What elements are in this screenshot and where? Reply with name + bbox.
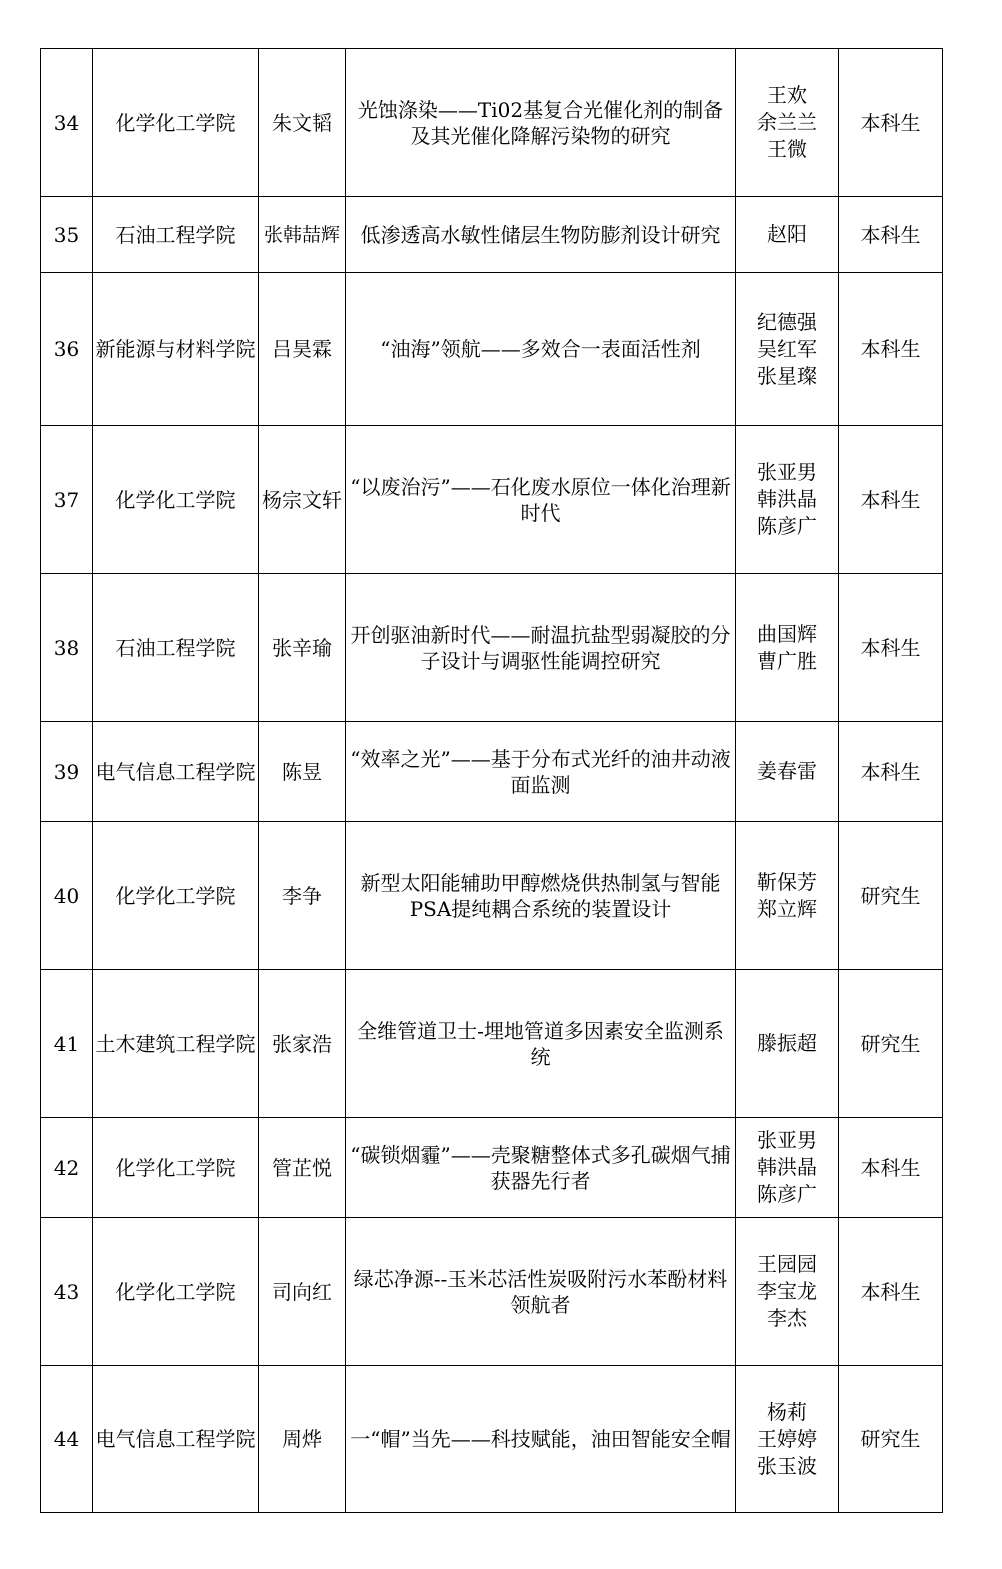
row-number: 35: [41, 197, 93, 273]
table-row: [41, 574, 943, 722]
advisor-name: 韩洪晶: [757, 487, 817, 511]
project-title-cell: “油海”领航——多效合一表面活性剂: [346, 273, 736, 426]
advisor-name: 杨莉: [767, 1399, 807, 1424]
advisor-name: 赵阳: [767, 222, 807, 246]
advisor-name: 王微: [767, 137, 807, 161]
table-row: [41, 49, 943, 197]
college-cell: 化学化工学院: [93, 426, 259, 574]
row-number: 40: [41, 822, 93, 970]
advisor-cell: [736, 574, 839, 722]
college-cell: 石油工程学院: [93, 574, 259, 722]
advisor-cell: [736, 1118, 839, 1218]
advisor-name: 陈彦广: [757, 1182, 817, 1206]
advisor-name: 张亚男: [757, 460, 817, 484]
advisor-name: 王婷婷: [757, 1426, 817, 1451]
level-cell: 研究生: [839, 822, 943, 970]
college-cell: 新能源与材料学院: [93, 273, 259, 426]
college-cell: 化学化工学院: [93, 1118, 259, 1218]
student-name-cell: 张家浩: [259, 970, 346, 1118]
row-number: 39: [41, 722, 93, 822]
table-row: [41, 722, 943, 822]
advisor-cell: [736, 1366, 839, 1513]
advisor-name: 滕振超: [757, 1031, 817, 1055]
advisor-name: 曹广胜: [757, 648, 817, 673]
advisor-cell: [736, 197, 839, 273]
row-number: 37: [41, 426, 93, 574]
advisor-name: 曲国辉: [757, 621, 817, 646]
student-name-cell: 朱文韬: [259, 49, 346, 197]
table-row: [41, 273, 943, 426]
project-title-cell: 一“帽”当先——科技赋能，油田智能安全帽: [346, 1366, 736, 1513]
project-table: [40, 48, 943, 1513]
student-name-cell: 吕昊霖: [259, 273, 346, 426]
advisor-cell: [736, 970, 839, 1118]
advisor-name: 王园园: [757, 1252, 817, 1276]
student-name-cell: 陈昱: [259, 722, 346, 822]
advisor-name: 吴红军: [757, 336, 817, 361]
level-cell: 本科生: [839, 197, 943, 273]
student-name-cell: 张辛瑜: [259, 574, 346, 722]
student-name-cell: 周烨: [259, 1366, 346, 1513]
level-cell: 本科生: [839, 49, 943, 197]
advisor-name: 李宝龙: [757, 1279, 817, 1303]
table-row: [41, 197, 943, 273]
advisor-name: 姜春雷: [757, 759, 817, 783]
advisor-name: 靳保芳: [757, 869, 817, 894]
college-cell: 土木建筑工程学院: [93, 970, 259, 1118]
row-number: 43: [41, 1218, 93, 1366]
advisor-name: 韩洪晶: [757, 1155, 817, 1179]
level-cell: 本科生: [839, 1218, 943, 1366]
row-number: 36: [41, 273, 93, 426]
college-cell: 电气信息工程学院: [93, 722, 259, 822]
level-cell: 研究生: [839, 1366, 943, 1513]
row-number: 44: [41, 1366, 93, 1513]
advisor-cell: [736, 722, 839, 822]
project-title-cell: 全维管道卫士-埋地管道多因素安全监测系统: [346, 970, 736, 1118]
project-title-cell: “碳锁烟霾”——壳聚糖整体式多孔碳烟气捕获器先行者: [346, 1118, 736, 1218]
level-cell: 本科生: [839, 273, 943, 426]
level-cell: 本科生: [839, 426, 943, 574]
advisor-cell: [736, 1218, 839, 1366]
advisor-name: 陈彦广: [757, 514, 817, 538]
student-name-cell: 张韩喆辉: [259, 197, 346, 273]
advisor-cell: [736, 822, 839, 970]
project-title-cell: 绿芯净源--玉米芯活性炭吸附污水苯酚材料领航者: [346, 1218, 736, 1366]
level-cell: 本科生: [839, 574, 943, 722]
student-name-cell: 管芷悦: [259, 1118, 346, 1218]
student-name-cell: 司向红: [259, 1218, 346, 1366]
table-row: [41, 1366, 943, 1513]
advisor-name: 张亚男: [757, 1128, 817, 1152]
project-title-cell: “效率之光”——基于分布式光纤的油井动液面监测: [346, 722, 736, 822]
table-row: [41, 426, 943, 574]
advisor-name: 余兰兰: [757, 110, 817, 134]
college-cell: 电气信息工程学院: [93, 1366, 259, 1513]
advisor-name: 纪德强: [757, 309, 817, 334]
college-cell: 化学化工学院: [93, 822, 259, 970]
level-cell: 本科生: [839, 722, 943, 822]
project-title-cell: 低渗透高水敏性储层生物防膨剂设计研究: [346, 197, 736, 273]
level-cell: 本科生: [839, 1118, 943, 1218]
table-row: [41, 970, 943, 1118]
table-row: [41, 1218, 943, 1366]
college-cell: 化学化工学院: [93, 49, 259, 197]
advisor-cell: [736, 49, 839, 197]
level-cell: 研究生: [839, 970, 943, 1118]
advisor-name: 张玉波: [757, 1453, 817, 1478]
project-title-cell: 开创驱油新时代——耐温抗盐型弱凝胶的分子设计与调驱性能调控研究: [346, 574, 736, 722]
advisor-name: 张星璨: [757, 363, 817, 388]
college-cell: 化学化工学院: [93, 1218, 259, 1366]
advisor-name: 郑立辉: [757, 896, 817, 921]
student-name-cell: 李争: [259, 822, 346, 970]
project-title-cell: 新型太阳能辅助甲醇燃烧供热制氢与智能PSA提纯耦合系统的装置设计: [346, 822, 736, 970]
table-row: [41, 822, 943, 970]
advisor-name: 李杰: [767, 1306, 807, 1330]
project-title-cell: “以废治污”——石化废水原位一体化治理新时代: [346, 426, 736, 574]
advisor-cell: [736, 273, 839, 426]
student-name-cell: 杨宗文轩: [259, 426, 346, 574]
advisor-cell: [736, 426, 839, 574]
row-number: 41: [41, 970, 93, 1118]
row-number: 34: [41, 49, 93, 197]
row-number: 38: [41, 574, 93, 722]
project-title-cell: 光蚀涤染——Ti02基复合光催化剂的制备及其光催化降解污染物的研究: [346, 49, 736, 197]
row-number: 42: [41, 1118, 93, 1218]
college-cell: 石油工程学院: [93, 197, 259, 273]
table-row: [41, 1118, 943, 1218]
advisor-name: 王欢: [767, 83, 807, 107]
